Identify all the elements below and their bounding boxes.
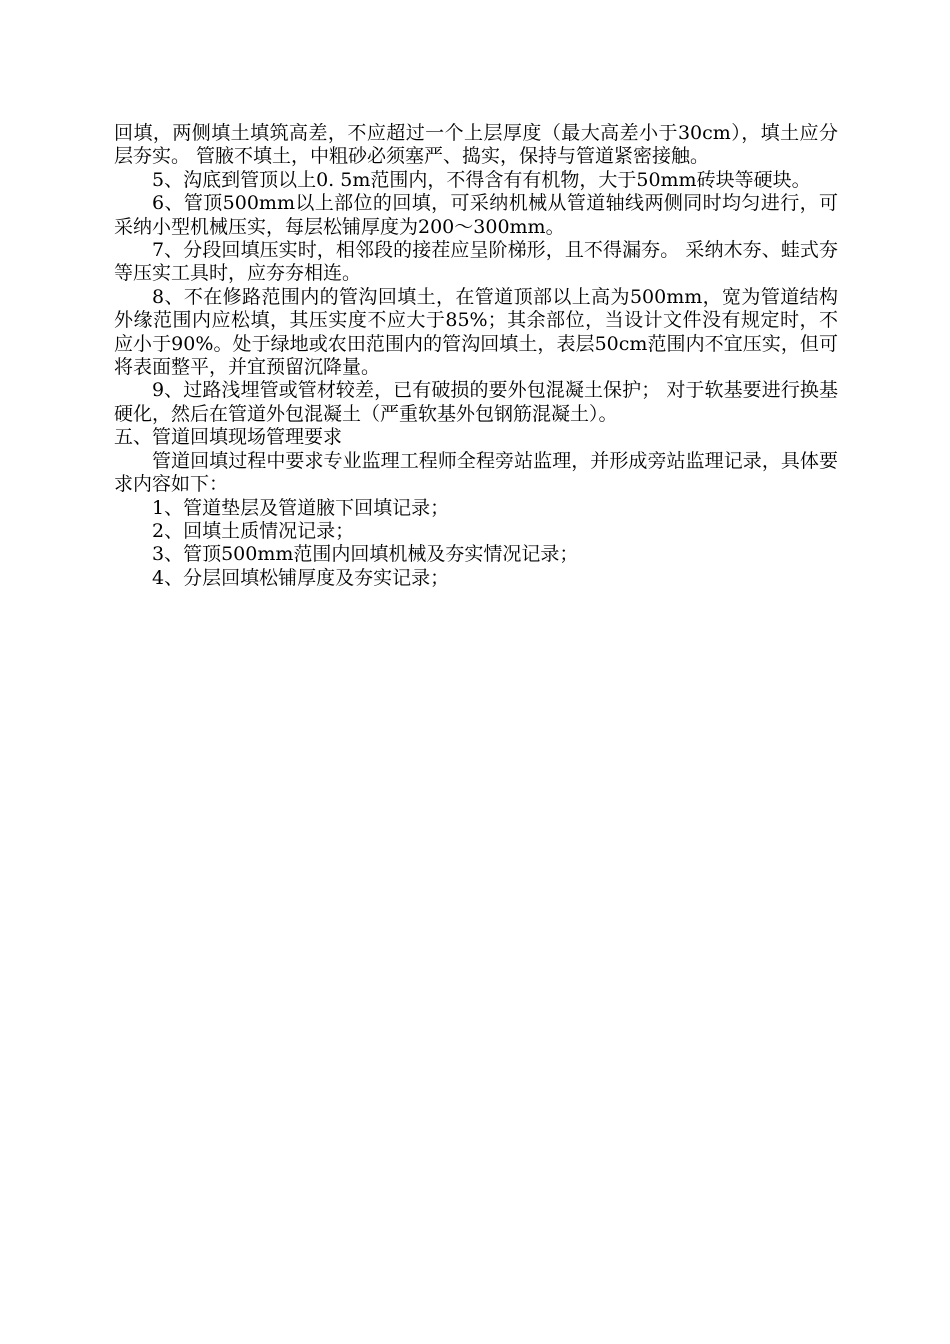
- section-intro: 管道回填过程中要求专业监理工程师全程旁站监理，并形成旁站监理记录，具体要求内容如下：: [114, 449, 838, 496]
- list-item: 3、管顶500mm范围内回填机械及夯实情况记录；: [152, 543, 579, 566]
- paragraph-item-7: 7、分段回填压实时，相邻段的接茬应呈阶梯形，且不得漏夯。 采纳木夯、蛙式夯等压实工具时，应夯夯相连。: [114, 239, 838, 285]
- paragraph-item-9: 9、过路浅埋管或管材较差，已有破损的要外包混凝土保护； 对于软基要进行换基硬化，然后在管道外包混凝土（严重软基外包钢筋混凝土）。: [114, 379, 838, 425]
- paragraph-continuation: 回填，两侧填土填筑高差，不应超过一个上层厚度（最大高差小于30cm），填土应分层夯实。 管腋不填土，中粗砂必须塞严、捣实，保持与管道紧密接触。: [114, 122, 838, 168]
- paragraph-item-8: 8、不在修路范围内的管沟回填土，在管道顶部以上高为500mm，宽为管道结构外缘范围内应松填，其压实度不应大于85%；其余部位，当设计文件没有规定时，不应小于90%。处于绿地或农田范围内的管沟回填土，表层50cm范围内不宜压实，但可将表面整平，并宜预留沉降量。: [114, 285, 838, 379]
- document-body: [114, 122, 838, 590]
- list-item: 4、分层回填松铺厚度及夯实记录；: [152, 566, 450, 589]
- paragraph-item-6: 6、管顶500mm以上部位的回填，可采纳机械从管道轴线两侧同时均匀进行，可采纳小型机械压实，每层松铺厚度为200～300mm。: [114, 192, 838, 238]
- section-heading: 五、管道回填现场管理要求: [114, 426, 343, 449]
- list-item: 1、管道垫层及管道腋下回填记录；: [152, 496, 450, 519]
- paragraph-item-5: 5、沟底到管顶以上0. 5m范围内，不得含有有机物，大于50mm砖块等硬块。: [152, 168, 811, 191]
- list-item: 2、回填土质情况记录；: [152, 519, 355, 542]
